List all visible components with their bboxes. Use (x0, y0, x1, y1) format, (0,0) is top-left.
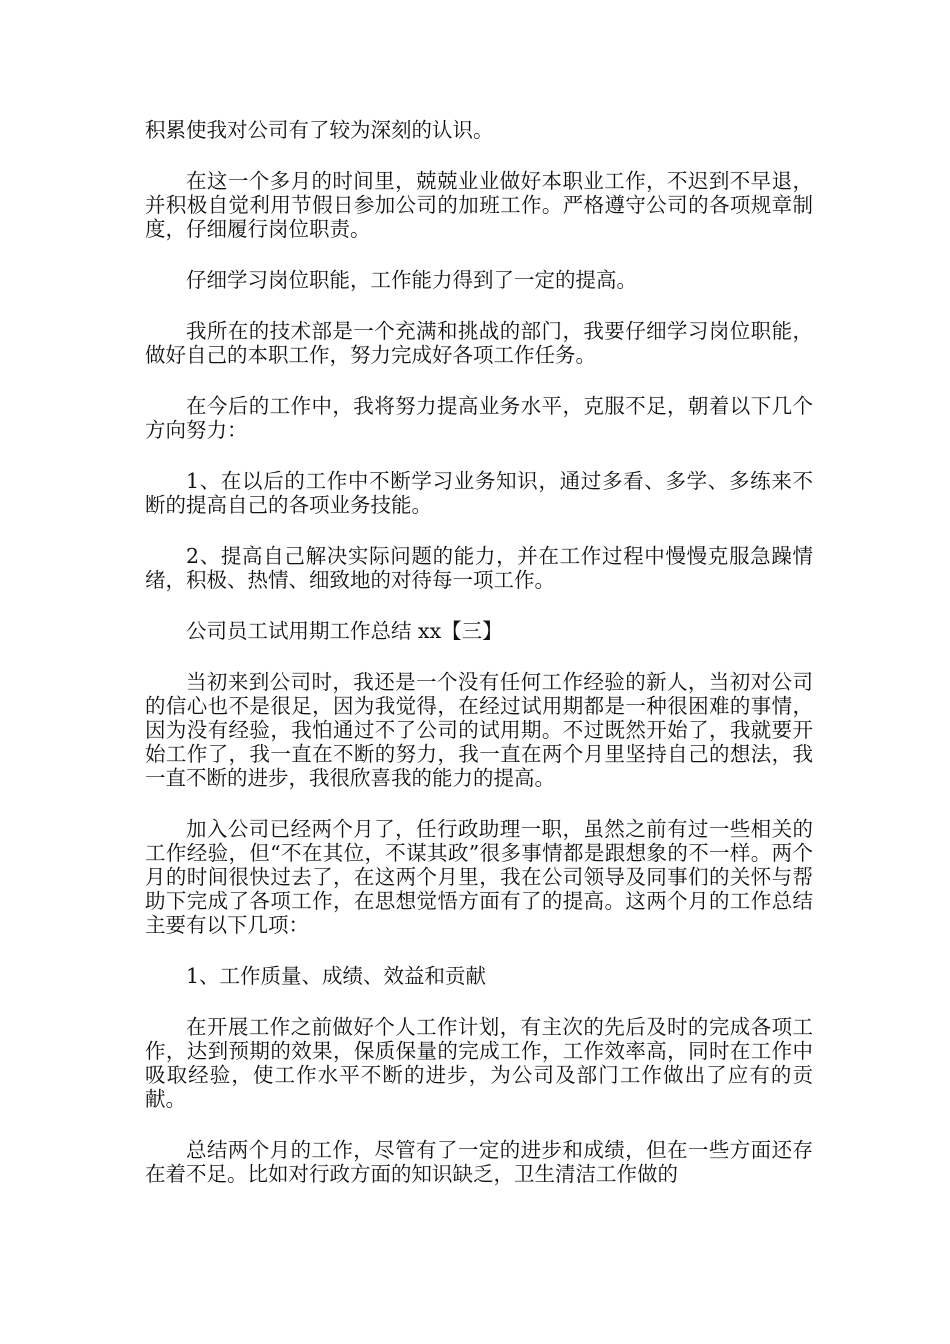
paragraph-continuation: 积累使我对公司有了较为深刻的认识。 (145, 118, 494, 142)
section-heading: 公司员工试用期工作总结 xx【三】 (186, 619, 503, 643)
subheading-work-quality: 1、工作质量、成绩、效益和贡献 (186, 964, 487, 988)
paragraph-summary-shortcomings: 总结两个月的工作，尽管有了一定的进步和成绩，但在一些方面还存在着不足。比如对行政方面的知识缺乏，卫生清洁工作做的 (145, 1138, 813, 1186)
paragraph-work-attitude: 在这一个多月的时间里，兢兢业业做好本职业工作，不迟到不早退，并积极自觉利用节假日参加公司的加班工作。严格遵守公司的各项规章制度，仔细履行岗位职责。 (145, 169, 813, 241)
list-item-2: 2、提高自己解决实际问题的能力，并在工作过程中慢慢克服急躁情绪，积极、热情、细致地的对待每一项工作。 (145, 544, 813, 592)
document-body (145, 118, 813, 1213)
paragraph-study-duties: 仔细学习岗位职能，工作能力得到了一定的提高。 (186, 268, 637, 292)
paragraph-future-directions: 在今后的工作中，我将努力提高业务水平，克服不足，朝着以下几个方向努力： (145, 394, 813, 442)
paragraph-initial-arrival: 当初来到公司时，我还是一个没有任何工作经验的新人，当初对公司的信心也不是很足，因为我觉得，在经过试用期都是一种很困难的事情，因为没有经验，我怕通过不了公司的试用期。不过既然开始了，我就要开始工作了，我一直在不断的努力，我一直在两个月里坚持自己的想法，我一直不断的进步，我很欣喜我的能力的提高。 (145, 670, 813, 790)
paragraph-work-plan: 在开展工作之前做好个人工作计划，有主次的先后及时的完成各项工作，达到预期的效果，保质保量的完成工作，工作效率高，同时在工作中吸取经验，使工作水平不断的进步，为公司及部门工作做出了应有的贡献。 (145, 1015, 813, 1111)
paragraph-tech-department: 我所在的技术部是一个充满和挑战的部门，我要仔细学习岗位职能，做好自己的本职工作，努力完成好各项工作任务。 (145, 319, 813, 367)
list-item-1: 1、在以后的工作中不断学习业务知识，通过多看、多学、多练来不断的提高自己的各项业务技能。 (145, 469, 813, 517)
paragraph-two-months: 加入公司已经两个月了，任行政助理一职，虽然之前有过一些相关的工作经验，但“不在其位，不谋其政”很多事情都是跟想象的不一样。两个月的时间很快过去了，在这两个月里，我在公司领导及同事们的关怀与帮助下完成了各项工作，在思想觉悟方面有了的提高。这两个月的工作总结主要有以下几项： (145, 817, 813, 937)
